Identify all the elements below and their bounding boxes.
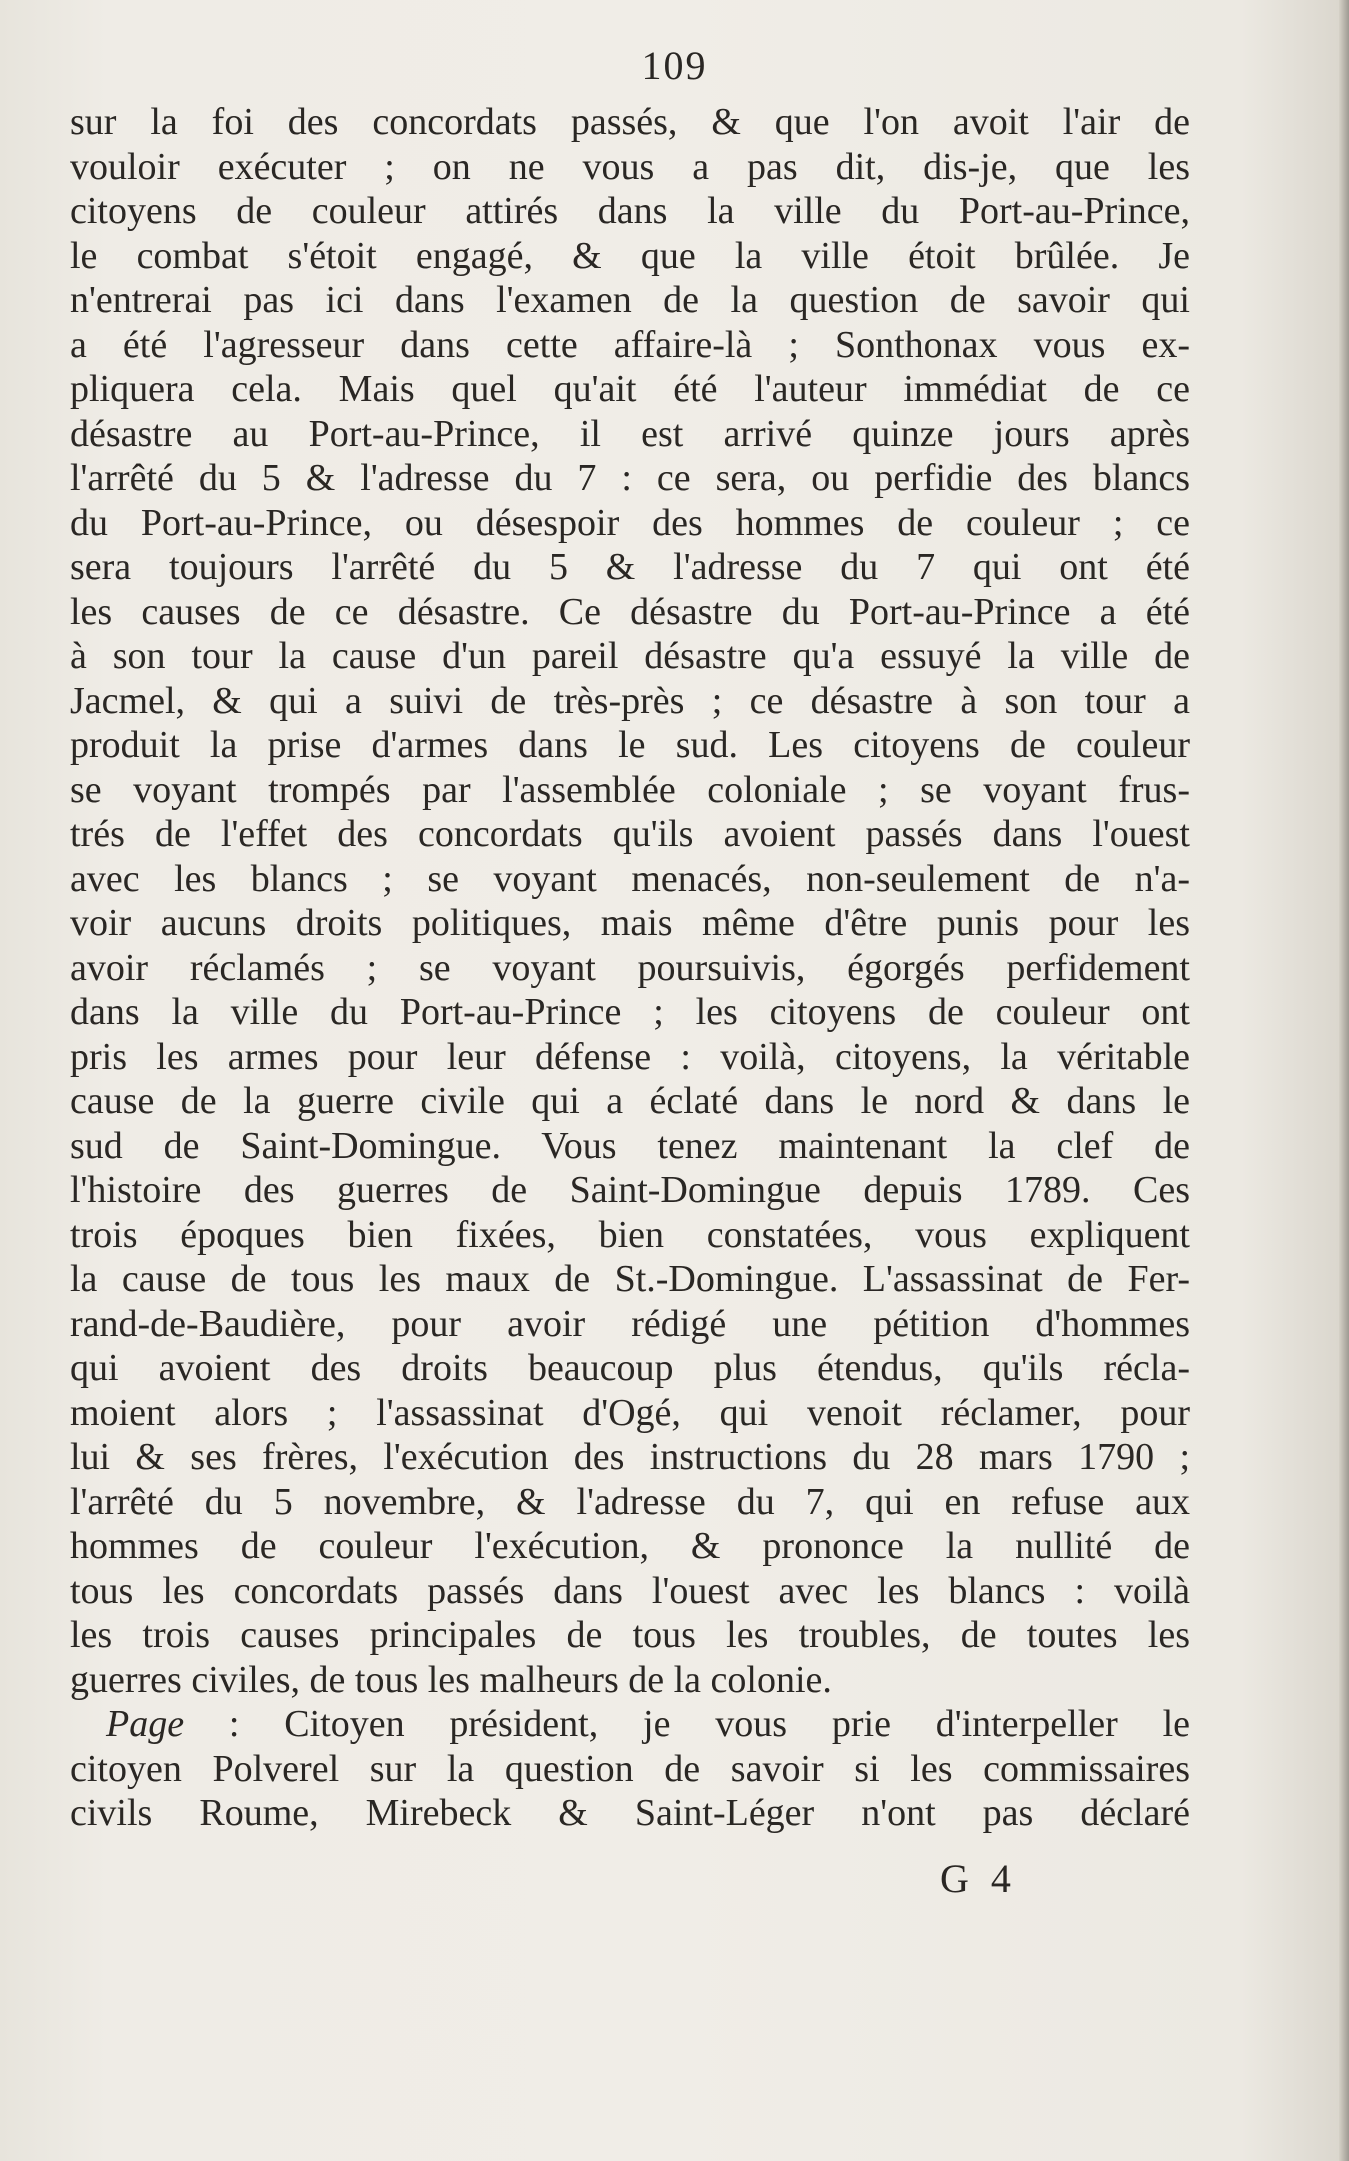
page-edge	[1339, 0, 1349, 2161]
text-line: moient alors ; l'assassinat d'Ogé, qui venoit réclamer, pour	[70, 1391, 1190, 1434]
body-text	[70, 100, 1190, 1836]
text-line: sud de Saint-Domingue. Vous tenez maintenant la clef de	[70, 1124, 1190, 1167]
text-line: sur la foi des concordats passés, & que l'on avoit l'air de	[70, 101, 1190, 143]
text-line: trés de l'effet des concordats qu'ils avoient passés dans l'ouest	[70, 813, 1190, 855]
speaker-text: : Citoyen président, je vous prie d'interpeller le	[228, 1703, 1191, 1745]
text-line: citoyen Polverel sur la question de savoir si les commissaires	[70, 1747, 1190, 1790]
text-line: l'arrêté du 5 novembre, & l'adresse du 7, qui en refuse aux	[70, 1480, 1190, 1523]
text-line: les trois causes principales de tous les troubles, de toutes les	[70, 1614, 1190, 1656]
page-number: 109	[641, 43, 708, 88]
text-line: dans la ville du Port-au-Prince ; les citoyens de couleur ont	[70, 991, 1190, 1033]
text-line: qui avoient des droits beaucoup plus étendus, qu'ils récla-	[70, 1347, 1190, 1389]
text-line: du Port-au-Prince, ou désespoir des hommes de couleur ; ce	[70, 501, 1190, 544]
text-line: rand-de-Baudière, pour avoir rédigé une pétition d'hommes	[70, 1302, 1190, 1345]
text-line: voir aucuns droits politiques, mais même d'être punis pour les	[70, 902, 1190, 944]
text-line: civils Roume, Mirebeck & Saint-Léger n'ont pas déclaré	[70, 1792, 1190, 1834]
text-line: Jacmel, & qui a suivi de très-près ; ce désastre à son tour a	[70, 679, 1190, 722]
text-line: hommes de couleur l'exécution, & prononce la nullité de	[70, 1525, 1190, 1567]
text-line: pliquera cela. Mais quel qu'ait été l'auteur immédiat de ce	[70, 368, 1190, 410]
text-line: trois époques bien fixées, bien constatées, vous expliquent	[70, 1213, 1190, 1256]
text-line: la cause de tous les maux de St.-Domingue. L'assassinat de Fer-	[70, 1258, 1190, 1300]
text-line: citoyens de couleur attirés dans la ville du Port-au-Prince,	[70, 190, 1190, 232]
text-line: a été l'agresseur dans cette affaire-là ; Sonthonax vous ex-	[70, 323, 1190, 366]
text-line: avec les blancs ; se voyant menacés, non-seulement de n'a-	[70, 857, 1190, 900]
text-line: produit la prise d'armes dans le sud. Les citoyens de couleur	[70, 724, 1190, 766]
text-line: sera toujours l'arrêté du 5 & l'adresse du 7 qui ont été	[70, 546, 1190, 588]
text-line: se voyant trompés par l'assemblée coloniale ; se voyant frus-	[70, 768, 1190, 811]
speaker-line	[70, 1702, 1190, 1747]
text-line: pris les armes pour leur défense : voilà, citoyens, la véritable	[70, 1035, 1190, 1078]
text-line: vouloir exécuter ; on ne vous a pas dit, dis-je, que les	[70, 145, 1190, 188]
signature-mark: G 4	[940, 1856, 1017, 1901]
text-line: n'entrerai pas ici dans l'examen de la question de savoir qui	[70, 279, 1190, 321]
text-line: le combat s'étoit engagé, & que la ville étoit brûlée. Je	[70, 234, 1190, 277]
text-line: guerres civiles, de tous les malheurs de la colonie.	[70, 1658, 832, 1701]
text-line: à son tour la cause d'un pareil désastre qu'a essuyé la ville de	[70, 635, 1190, 677]
text-line: l'histoire des guerres de Saint-Domingue depuis 1789. Ces	[70, 1169, 1190, 1211]
text-line: lui & ses frères, l'exécution des instructions du 28 mars 1790 ;	[70, 1436, 1190, 1478]
speaker-name: Page	[106, 1703, 185, 1745]
text-line: avoir réclamés ; se voyant poursuivis, égorgés perfidement	[70, 946, 1190, 989]
text-line: l'arrêté du 5 & l'adresse du 7 : ce sera, ou perfidie des blancs	[70, 457, 1190, 499]
text-line: désastre au Port-au-Prince, il est arrivé quinze jours après	[70, 412, 1190, 455]
text-line: les causes de ce désastre. Ce désastre du Port-au-Prince a été	[70, 590, 1190, 633]
text-line: tous les concordats passés dans l'ouest avec les blancs : voilà	[70, 1569, 1190, 1612]
text-line: cause de la guerre civile qui a éclaté dans le nord & dans le	[70, 1080, 1190, 1122]
